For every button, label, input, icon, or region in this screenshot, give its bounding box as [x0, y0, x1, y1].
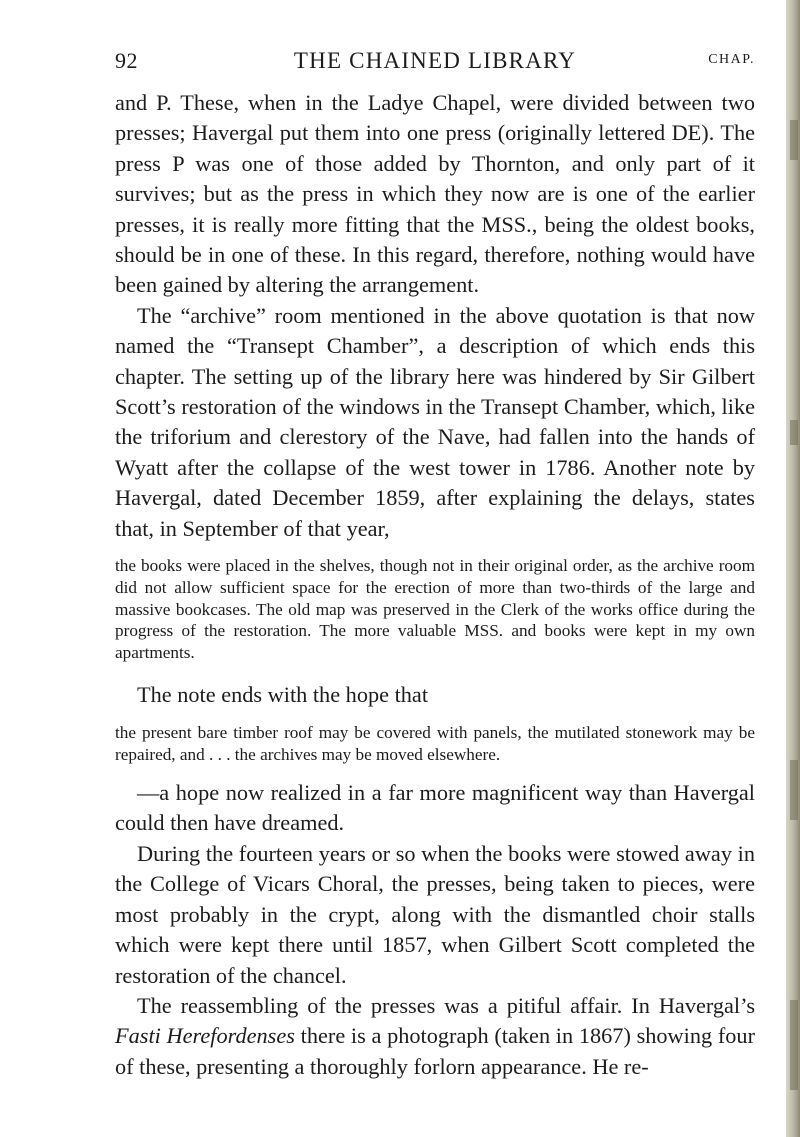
edge-mark [790, 420, 798, 445]
book-page [115, 48, 755, 1082]
page-number: 92 [115, 48, 138, 73]
block-quote: the present bare timber roof may be covered with panels, the mutilated stonework may be repaired, and . . . the archives may be moved elsewhere. [115, 723, 755, 765]
body-paragraph: and P. These, when in the Ladye Chapel, were divided between two presses; Havergal put them into one press (originally lettered DE). The press P was one of those added by Thornton, and only part of it survives; but as the press in which they now are is one of the earlier presses, it is really more fitting that the MSS., being the oldest books, should be in one of these. In this regard, therefore, nothing would have been gained by altering the arrangement. [115, 90, 755, 298]
paragraph-text: The reassembling of the presses was a pitiful affair. In Havergal’s [137, 992, 755, 1018]
edge-mark [790, 760, 798, 820]
body-paragraph [115, 991, 755, 1082]
page-edge-shadow [786, 0, 800, 1137]
running-title: THE CHAINED LIBRARY [293, 48, 577, 73]
paragraph-text: there is a photograph (taken in 1867) showing four of these, presenting a thoroughly forlorn appearance. He re- [115, 1023, 756, 1079]
chapter-label: CHAP. [708, 52, 755, 67]
book-title: Fasti Herefordenses [115, 1023, 295, 1049]
body-paragraph: The “archive” room mentioned in the above quotation is that now named the “Transept Chamber”, a description of which ends this chapter. The setting up of the library here was hindered by Sir Gilbert Scott’s restoration of the windows in the Transept Chamber, which, like the triforium and clerestory of the Nave, had fallen into the hands of Wyatt after the collapse of the west tower in 1786. Another note by Havergal, dated December 1859, after explaining the delays, states that, in September of that year, [115, 302, 755, 541]
edge-mark [790, 1000, 798, 1090]
block-quote: the books were placed in the shelves, though not in their original order, as the archive room did not allow sufficient space for the erection of more than two-thirds of the large and massive bookcases. The old map was preserved in the Clerk of the works office during the progress of the restoration. The more valuable MSS. and books were kept in my own apartments. [115, 556, 755, 663]
body-paragraph: —a hope now realized in a far more magnificent way than Havergal could then have dreamed. [115, 780, 755, 836]
page-header [115, 48, 755, 82]
transition-line: The note ends with the hope that [137, 682, 429, 708]
edge-mark [790, 120, 798, 160]
body-paragraph: During the fourteen years or so when the books were stowed away in the College of Vicars Choral, the presses, being taken to pieces, were most probably in the crypt, along with the dismantled choir stalls which were kept there until 1857, when Gilbert Scott completed the restoration of the chancel. [115, 840, 755, 988]
